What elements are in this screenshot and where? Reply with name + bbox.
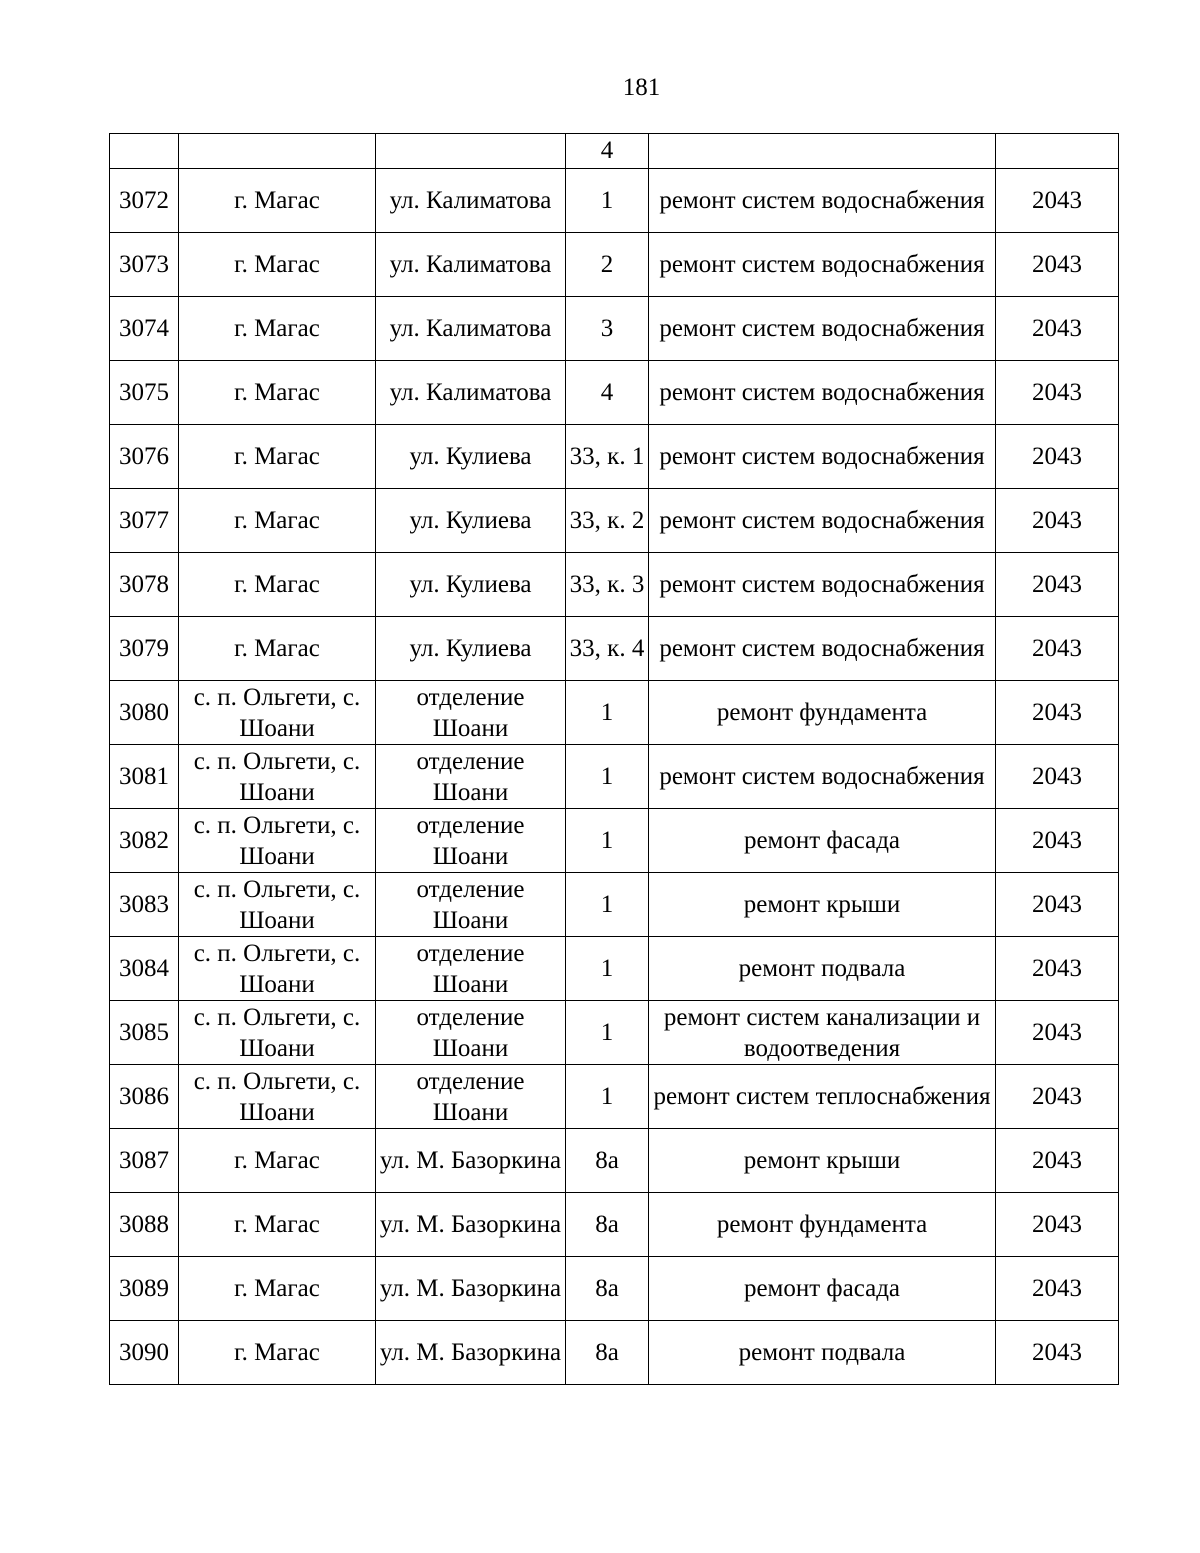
cell-locality: г. Магас xyxy=(179,1193,376,1257)
cell-year: 2043 xyxy=(996,1001,1119,1065)
cell-house: 8а xyxy=(566,1257,649,1321)
cell-number: 3086 xyxy=(110,1065,179,1129)
cell-locality: г. Магас xyxy=(179,489,376,553)
table-row xyxy=(110,1321,1119,1385)
cell-work-type: ремонт систем водоснабжения xyxy=(649,297,996,361)
cell-work-type: ремонт систем водоснабжения xyxy=(649,361,996,425)
cell-house: 33, к. 1 xyxy=(566,425,649,489)
cell-street: ул. Калиматова xyxy=(376,233,566,297)
table-row xyxy=(110,169,1119,233)
cell-number: 3084 xyxy=(110,937,179,1001)
cell-work-type: ремонт подвала xyxy=(649,937,996,1001)
cell-street: отделение Шоани xyxy=(376,937,566,1001)
cell-year: 2043 xyxy=(996,937,1119,1001)
cell-number: 3082 xyxy=(110,809,179,873)
table-row xyxy=(110,745,1119,809)
cell-year: 2043 xyxy=(996,873,1119,937)
cell-locality: с. п. Ольгети, с. Шоани xyxy=(179,1001,376,1065)
cell-street: отделение Шоани xyxy=(376,1001,566,1065)
cell-locality: с. п. Ольгети, с. Шоани xyxy=(179,873,376,937)
table-row xyxy=(110,425,1119,489)
cell-work-type: ремонт фасада xyxy=(649,1257,996,1321)
cell-street: ул. Калиматова xyxy=(376,361,566,425)
cell-work-type: ремонт систем водоснабжения xyxy=(649,425,996,489)
cell-number: 3076 xyxy=(110,425,179,489)
cell-work-type xyxy=(649,134,996,169)
continuation-row xyxy=(110,134,1119,169)
cell-year: 2043 xyxy=(996,233,1119,297)
cell-work-type: ремонт систем водоснабжения xyxy=(649,489,996,553)
cell-number: 3083 xyxy=(110,873,179,937)
cell-year: 2043 xyxy=(996,489,1119,553)
cell-street: отделение Шоани xyxy=(376,809,566,873)
cell-number: 3080 xyxy=(110,681,179,745)
cell-house: 1 xyxy=(566,809,649,873)
cell-locality: г. Магас xyxy=(179,617,376,681)
table-row xyxy=(110,1001,1119,1065)
cell-house: 4 xyxy=(566,134,649,169)
cell-locality: г. Магас xyxy=(179,553,376,617)
cell-work-type: ремонт систем канализации и водоотведения xyxy=(649,1001,996,1065)
cell-house: 2 xyxy=(566,233,649,297)
cell-year: 2043 xyxy=(996,553,1119,617)
cell-locality: г. Магас xyxy=(179,361,376,425)
cell-locality: г. Магас xyxy=(179,1129,376,1193)
cell-street: ул. Кулиева xyxy=(376,489,566,553)
cell-house: 8а xyxy=(566,1129,649,1193)
cell-locality: с. п. Ольгети, с. Шоани xyxy=(179,745,376,809)
cell-work-type: ремонт подвала xyxy=(649,1321,996,1385)
cell-year: 2043 xyxy=(996,1321,1119,1385)
cell-work-type: ремонт систем водоснабжения xyxy=(649,745,996,809)
cell-locality: с. п. Ольгети, с. Шоани xyxy=(179,937,376,1001)
cell-house: 3 xyxy=(566,297,649,361)
cell-number: 3081 xyxy=(110,745,179,809)
cell-street: ул. Калиматова xyxy=(376,297,566,361)
cell-work-type: ремонт фундамента xyxy=(649,1193,996,1257)
table-row xyxy=(110,297,1119,361)
cell-locality: с. п. Ольгети, с. Шоани xyxy=(179,809,376,873)
table-row xyxy=(110,809,1119,873)
cell-year: 2043 xyxy=(996,617,1119,681)
cell-year: 2043 xyxy=(996,361,1119,425)
cell-street: ул. Кулиева xyxy=(376,617,566,681)
cell-year: 2043 xyxy=(996,745,1119,809)
cell-street: отделение Шоани xyxy=(376,681,566,745)
cell-street: ул. М. Базоркина xyxy=(376,1257,566,1321)
cell-year: 2043 xyxy=(996,809,1119,873)
cell-year: 2043 xyxy=(996,1193,1119,1257)
cell-street: ул. М. Базоркина xyxy=(376,1129,566,1193)
cell-house: 1 xyxy=(566,681,649,745)
cell-number: 3074 xyxy=(110,297,179,361)
cell-year xyxy=(996,134,1119,169)
table-row xyxy=(110,1257,1119,1321)
table-row xyxy=(110,937,1119,1001)
cell-house: 8а xyxy=(566,1321,649,1385)
cell-locality: г. Магас xyxy=(179,169,376,233)
cell-house: 4 xyxy=(566,361,649,425)
cell-year: 2043 xyxy=(996,425,1119,489)
cell-locality xyxy=(179,134,376,169)
cell-locality: г. Магас xyxy=(179,425,376,489)
cell-house: 1 xyxy=(566,745,649,809)
cell-number: 3088 xyxy=(110,1193,179,1257)
cell-work-type: ремонт фасада xyxy=(649,809,996,873)
cell-house: 1 xyxy=(566,937,649,1001)
cell-locality: г. Магас xyxy=(179,1257,376,1321)
cell-work-type: ремонт систем водоснабжения xyxy=(649,169,996,233)
cell-number: 3073 xyxy=(110,233,179,297)
table-row xyxy=(110,1193,1119,1257)
cell-work-type: ремонт крыши xyxy=(649,873,996,937)
table-row xyxy=(110,617,1119,681)
cell-street: ул. М. Базоркина xyxy=(376,1321,566,1385)
cell-house: 1 xyxy=(566,1065,649,1129)
cell-locality: г. Магас xyxy=(179,297,376,361)
page-number: 181 xyxy=(622,74,661,101)
cell-house: 1 xyxy=(566,169,649,233)
cell-street: отделение Шоани xyxy=(376,873,566,937)
cell-year: 2043 xyxy=(996,681,1119,745)
cell-year: 2043 xyxy=(996,297,1119,361)
cell-year: 2043 xyxy=(996,1129,1119,1193)
table-row xyxy=(110,1065,1119,1129)
table-row xyxy=(110,233,1119,297)
cell-street: отделение Шоани xyxy=(376,745,566,809)
cell-number: 3079 xyxy=(110,617,179,681)
cell-street: ул. М. Базоркина xyxy=(376,1193,566,1257)
cell-house: 8а xyxy=(566,1193,649,1257)
cell-number: 3087 xyxy=(110,1129,179,1193)
cell-street: отделение Шоани xyxy=(376,1065,566,1129)
repair-schedule-table xyxy=(109,133,1119,1385)
cell-year: 2043 xyxy=(996,169,1119,233)
table-row xyxy=(110,361,1119,425)
cell-number xyxy=(110,134,179,169)
cell-street: ул. Кулиева xyxy=(376,553,566,617)
cell-house: 33, к. 2 xyxy=(566,489,649,553)
cell-work-type: ремонт систем водоснабжения xyxy=(649,233,996,297)
cell-street: ул. Кулиева xyxy=(376,425,566,489)
cell-street: ул. Калиматова xyxy=(376,169,566,233)
cell-number: 3072 xyxy=(110,169,179,233)
cell-house: 1 xyxy=(566,873,649,937)
cell-work-type: ремонт систем водоснабжения xyxy=(649,617,996,681)
cell-house: 33, к. 3 xyxy=(566,553,649,617)
cell-work-type: ремонт систем водоснабжения xyxy=(649,553,996,617)
table-row xyxy=(110,489,1119,553)
cell-house: 1 xyxy=(566,1001,649,1065)
cell-number: 3075 xyxy=(110,361,179,425)
cell-locality: с. п. Ольгети, с. Шоани xyxy=(179,681,376,745)
cell-work-type: ремонт систем теплоснабжения xyxy=(649,1065,996,1129)
cell-street xyxy=(376,134,566,169)
table-row xyxy=(110,873,1119,937)
cell-number: 3085 xyxy=(110,1001,179,1065)
cell-number: 3090 xyxy=(110,1321,179,1385)
cell-number: 3089 xyxy=(110,1257,179,1321)
table-row xyxy=(110,553,1119,617)
cell-house: 33, к. 4 xyxy=(566,617,649,681)
cell-year: 2043 xyxy=(996,1065,1119,1129)
table-body xyxy=(110,134,1119,1385)
table-row xyxy=(110,681,1119,745)
cell-locality: г. Магас xyxy=(179,1321,376,1385)
cell-locality: г. Магас xyxy=(179,233,376,297)
cell-number: 3077 xyxy=(110,489,179,553)
cell-year: 2043 xyxy=(996,1257,1119,1321)
table-row xyxy=(110,1129,1119,1193)
cell-locality: с. п. Ольгети, с. Шоани xyxy=(179,1065,376,1129)
cell-work-type: ремонт фундамента xyxy=(649,681,996,745)
cell-number: 3078 xyxy=(110,553,179,617)
cell-work-type: ремонт крыши xyxy=(649,1129,996,1193)
